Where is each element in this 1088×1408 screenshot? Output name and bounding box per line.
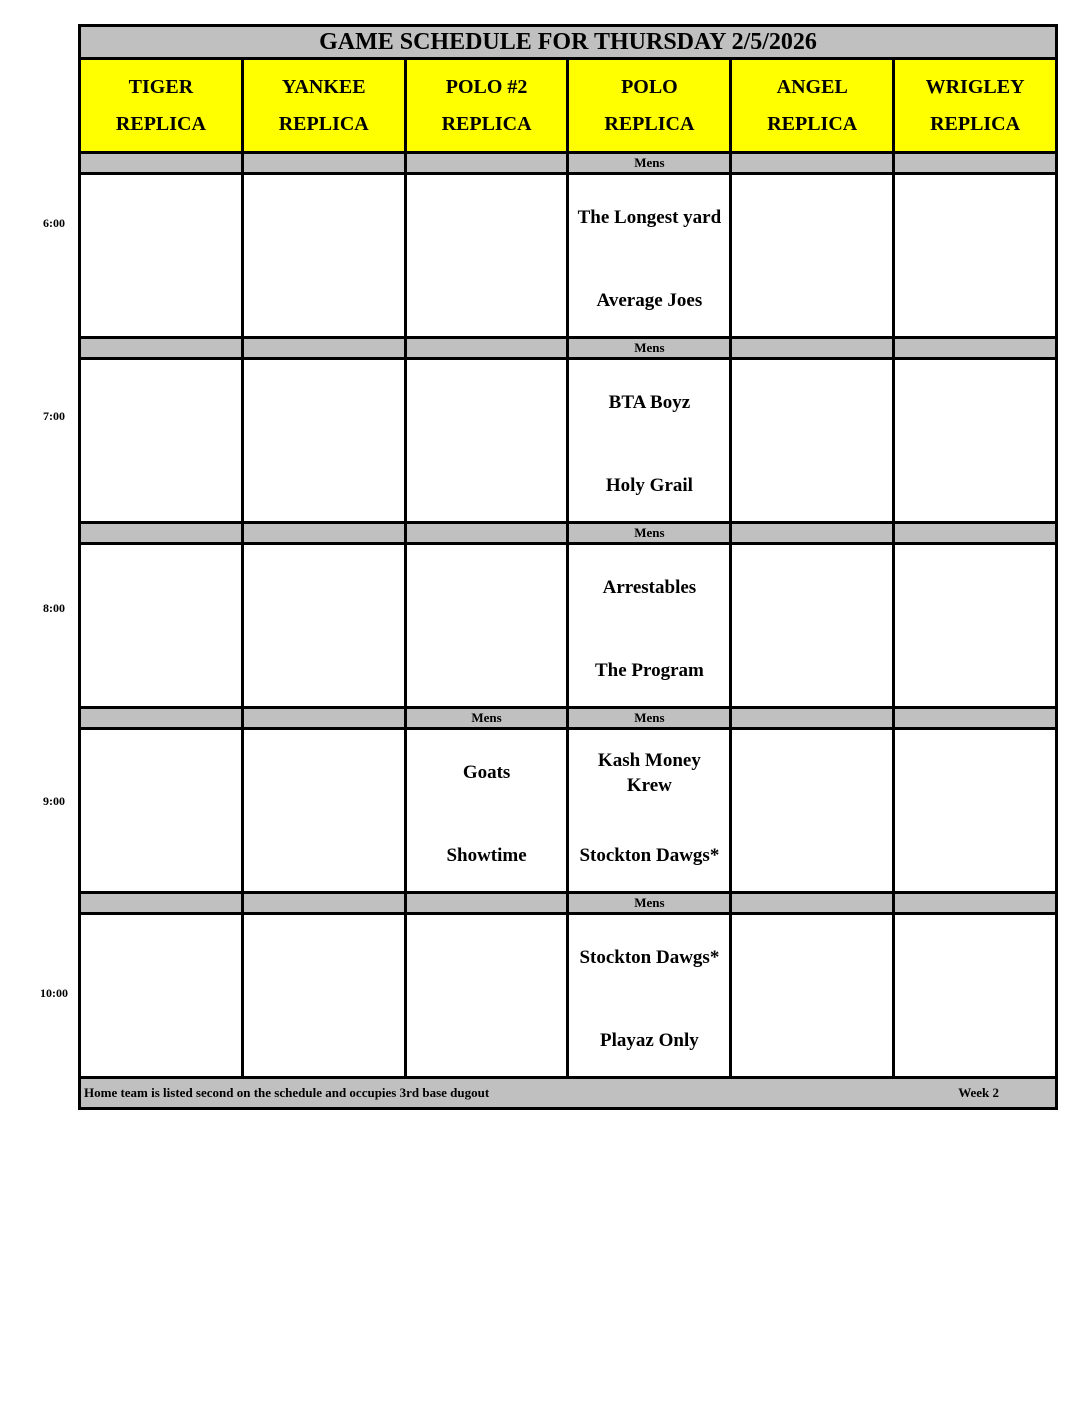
game-cell (731, 914, 894, 1078)
game-cell (80, 544, 243, 708)
division-row (80, 338, 1057, 359)
week-label: Week 2 (958, 1085, 999, 1100)
game-cell (242, 914, 405, 1078)
division-label (894, 523, 1057, 544)
division-label (894, 153, 1057, 174)
time-label: 8:00 (43, 601, 65, 615)
time-label: 7:00 (43, 408, 65, 423)
home-team: Stockton Dawgs* (579, 845, 720, 866)
division-label (731, 153, 894, 174)
home-team: The Program (594, 660, 704, 681)
field-header-4 (731, 59, 894, 153)
division-label (242, 338, 405, 359)
away-team: Kash Money Krew (597, 750, 701, 796)
game-cell (242, 174, 405, 338)
title-row (80, 26, 1057, 59)
away-team: Arrestables (602, 577, 697, 598)
division-label: Mens (568, 708, 731, 729)
game-cell (568, 174, 731, 338)
division-label: Mens (405, 708, 568, 729)
game-cell (80, 729, 243, 893)
away-team: The Longest yard (577, 207, 722, 228)
game-cell (894, 174, 1057, 338)
footer-cell (80, 1078, 1057, 1109)
division-label (242, 893, 405, 914)
game-cell (731, 359, 894, 523)
field-header-5 (894, 59, 1057, 153)
field-header-2 (405, 59, 568, 153)
field-type: REPLICA (604, 112, 695, 135)
division-label: Mens (568, 523, 731, 544)
division-label: Mens (568, 338, 731, 359)
game-cell (894, 544, 1057, 708)
game-cell (242, 359, 405, 523)
division-label (80, 708, 243, 729)
footer-note: Home team is listed second on the schedule and occupies 3rd base dugout (84, 1085, 490, 1100)
game-row (80, 729, 1057, 893)
game-cell (242, 544, 405, 708)
division-row (80, 893, 1057, 914)
division-row (80, 523, 1057, 544)
field-header-0 (80, 59, 243, 153)
division-row (80, 153, 1057, 174)
division-row (80, 708, 1057, 729)
game-schedule-table (78, 24, 1058, 1110)
home-team: Average Joes (596, 290, 703, 311)
game-cell (242, 729, 405, 893)
division-label (405, 153, 568, 174)
time-label: 9:00 (43, 793, 65, 808)
game-cell (405, 914, 568, 1078)
division-label (80, 153, 243, 174)
home-team: Showtime (446, 845, 527, 866)
division-label (894, 338, 1057, 359)
away-team: BTA Boyz (608, 392, 691, 413)
game-cell (894, 914, 1057, 1078)
time-labels (0, 0, 78, 1160)
division-label: Mens (568, 153, 731, 174)
division-label (731, 523, 894, 544)
field-name: POLO (621, 75, 678, 98)
field-type: REPLICA (115, 112, 206, 135)
field-type: REPLICA (767, 112, 858, 135)
division-label (80, 523, 243, 544)
division-label (731, 338, 894, 359)
game-row (80, 544, 1057, 708)
field-header-row (80, 59, 1057, 153)
field-name: WRIGLEY (925, 75, 1025, 98)
division-label (242, 523, 405, 544)
footer-row (80, 1078, 1057, 1109)
division-label (405, 523, 568, 544)
field-type: REPLICA (930, 112, 1021, 135)
division-label (80, 893, 243, 914)
field-name: YANKEE (281, 75, 366, 98)
field-name: TIGER (128, 75, 194, 98)
game-cell (894, 359, 1057, 523)
division-label (242, 708, 405, 729)
game-cell (894, 729, 1057, 893)
game-row (80, 359, 1057, 523)
game-cell (405, 729, 568, 893)
game-cell (80, 914, 243, 1078)
schedule-title: GAME SCHEDULE FOR THURSDAY 2/5/2026 (80, 26, 1057, 59)
division-label (731, 893, 894, 914)
home-team: Holy Grail (605, 475, 693, 496)
division-label (80, 338, 243, 359)
game-cell (405, 174, 568, 338)
game-cell (568, 729, 731, 893)
division-label (894, 893, 1057, 914)
field-header-3 (568, 59, 731, 153)
field-name: POLO #2 (445, 75, 528, 98)
field-type: REPLICA (441, 112, 532, 135)
division-label: Mens (568, 893, 731, 914)
game-row (80, 174, 1057, 338)
game-cell (568, 359, 731, 523)
game-cell (731, 544, 894, 708)
field-name: ANGEL (776, 75, 848, 98)
field-type: REPLICA (278, 112, 369, 135)
game-cell (568, 544, 731, 708)
time-label: 10:00 (40, 986, 68, 1000)
away-team: Goats (462, 762, 511, 783)
division-label (894, 708, 1057, 729)
game-cell (405, 359, 568, 523)
game-cell (568, 914, 731, 1078)
time-label: 6:00 (43, 216, 65, 230)
division-label (405, 338, 568, 359)
field-header-1 (242, 59, 405, 153)
division-label (731, 708, 894, 729)
away-team: Stockton Dawgs* (579, 947, 720, 968)
division-label (405, 893, 568, 914)
game-cell (80, 359, 243, 523)
game-cell (405, 544, 568, 708)
game-row (80, 914, 1057, 1078)
game-cell (731, 729, 894, 893)
game-cell (731, 174, 894, 338)
game-cell (80, 174, 243, 338)
division-label (242, 153, 405, 174)
home-team: Playaz Only (600, 1030, 699, 1051)
